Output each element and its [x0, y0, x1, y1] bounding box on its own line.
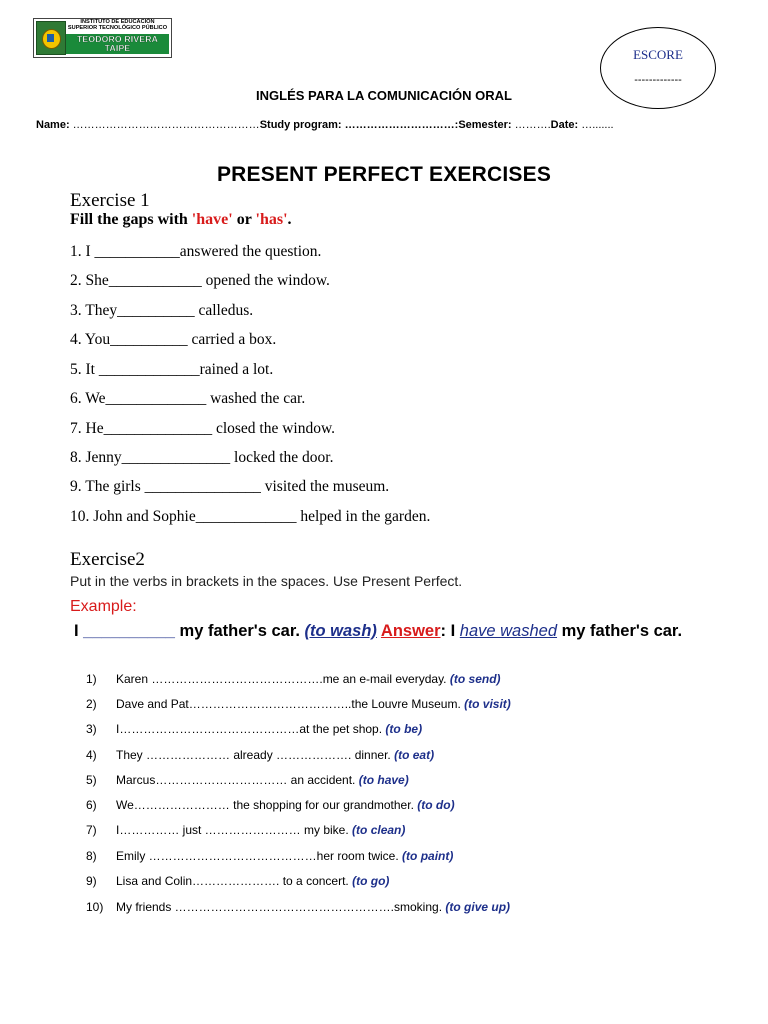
- exercise2-item: [116, 874, 389, 888]
- exercise2-item-text: My friends ……………………………………………….smoking.: [116, 900, 446, 914]
- institute-name-line1: INSTITUTO DE EDUCACIÓN: [80, 19, 155, 25]
- date-blank: ….......: [578, 119, 614, 131]
- exercise2-item: [116, 773, 409, 787]
- exercise2-item: [116, 672, 501, 686]
- exercise2-item-number: 4): [86, 748, 97, 762]
- verb-hint: (to go): [352, 874, 390, 888]
- exercise2-heading: Exercise2: [70, 549, 145, 570]
- name-label: Name:: [36, 119, 70, 131]
- exercise2-item: [116, 697, 511, 711]
- semester-blank: ……….: [511, 119, 551, 131]
- exercise2-item: [116, 722, 422, 736]
- exercise1-item: 7. He______________ closed the window.: [70, 420, 336, 437]
- exercise2-item-number: 8): [86, 849, 97, 863]
- option-have: 'have': [191, 211, 233, 228]
- exercise1-instruction: [70, 211, 292, 229]
- exercise2-item-number: 9): [86, 874, 97, 888]
- institute-name: [66, 20, 169, 54]
- institute-emblem-icon: [36, 21, 66, 55]
- exercise1-item: 2. She____________ opened the window.: [70, 272, 330, 289]
- exercise1-item: 8. Jenny______________ locked the door.: [70, 449, 334, 466]
- exercise2-item-text: We…………………… the shopping for our grandmother.: [116, 798, 418, 812]
- exercise2-item-text: Dave and Pat…………………………………..the Louvre Museum.: [116, 697, 465, 711]
- exercise2-item-number: 3): [86, 722, 97, 736]
- institute-logo: [33, 18, 172, 58]
- exercise2-item-text: Lisa and Colin…………………. to a concert.: [116, 874, 353, 888]
- page-title: PRESENT PERFECT EXERCISES: [216, 163, 552, 186]
- exercise2-item-number: 7): [86, 823, 97, 837]
- verb-hint: (to clean): [352, 823, 406, 837]
- exercise2-item-text: Karen …………………………………….me an e-mail everyday.: [116, 672, 450, 686]
- exercise2-item: [116, 798, 455, 812]
- exercise1-heading: Exercise 1: [70, 190, 150, 211]
- exercise2-item: [116, 748, 434, 762]
- answer-end: my father's car.: [557, 622, 683, 640]
- exercise2-item: [116, 900, 510, 914]
- exercise2-instruction: Put in the verbs in brackets in the spaces. Use Present Perfect.: [70, 573, 463, 589]
- study-program-blank: …………………………: [341, 119, 455, 131]
- verb-hint: (to do): [417, 798, 455, 812]
- score-label: ESCORE: [633, 47, 683, 62]
- example-middle: my father's car.: [174, 622, 305, 640]
- score-blank: -------------: [634, 74, 682, 86]
- exercise1-item: 3. They__________ calledus.: [70, 302, 254, 319]
- exercise2-item-number: 5): [86, 773, 97, 787]
- exercise1-item: 6. We_____________ washed the car.: [70, 390, 306, 407]
- example-blank: __________: [83, 622, 175, 640]
- verb-hint: (to eat): [394, 748, 435, 762]
- name-blank: ……………………………………………: [69, 119, 260, 131]
- exercise1-item: 9. The girls _______________ visited the museum.: [70, 478, 390, 495]
- answer-label: Answer: [380, 622, 441, 640]
- exercise2-item-text: They ………………… already ………………. dinner.: [116, 748, 395, 762]
- verb-hint: (to give up): [445, 900, 511, 914]
- answer-colon: : I: [440, 622, 460, 640]
- exercise2-item-text: Marcus…………………………… an accident.: [116, 773, 359, 787]
- exercise2-item: [116, 823, 405, 837]
- date-label: Date:: [550, 119, 579, 131]
- exercise1-instruction-or: or: [232, 211, 256, 228]
- institute-name-line3: TEODORO RIVERA TAIPE: [66, 34, 169, 54]
- option-has: 'has': [255, 211, 288, 228]
- exercise1-item: 4. You__________ carried a box.: [70, 331, 277, 348]
- exercise2-item-text: Emily ……………………………………her room twice.: [116, 849, 403, 863]
- exercise2-item-text: I…………… just …………………… my bike.: [116, 823, 353, 837]
- student-info-line: [36, 119, 614, 131]
- exercise1-item: 5. It _____________rained a lot.: [70, 361, 274, 378]
- verb-hint: (to paint): [402, 849, 454, 863]
- exercise1-item: 1. I ___________answered the question.: [70, 243, 322, 260]
- example-start: I: [74, 622, 84, 640]
- semester-label: :Semester:: [454, 119, 512, 131]
- verb-hint: (to have): [358, 773, 409, 787]
- exercise1-instruction-end: .: [287, 211, 292, 228]
- example-hint: (to wash): [304, 622, 377, 640]
- answer-verb: have washed: [459, 622, 558, 640]
- study-program-label: Study program:: [259, 119, 342, 131]
- exercise2-item-number: 6): [86, 798, 97, 812]
- institute-name-line2: SUPERIOR TECNOLÓGICO PÚBLICO: [67, 24, 168, 31]
- exercise2-item: [116, 849, 453, 863]
- exercise2-item-number: 10): [86, 900, 104, 914]
- verb-hint: (to visit): [464, 697, 511, 711]
- exercise1-item: 10. John and Sophie_____________ helped in the garden.: [70, 508, 431, 525]
- exercise2-item-number: 1): [86, 672, 97, 686]
- exercise2-item-text: I………………………………………at the pet shop.: [116, 722, 386, 736]
- example-label: Example:: [70, 598, 137, 615]
- exercise2-item-number: 2): [86, 697, 97, 711]
- exercise1-instruction-text: Fill the gaps with: [70, 211, 192, 228]
- verb-hint: (to be): [385, 722, 423, 736]
- example-sentence: [74, 622, 682, 641]
- course-title: INGLÉS PARA LA COMUNICACIÓN ORAL: [256, 88, 512, 103]
- verb-hint: (to send): [449, 672, 501, 686]
